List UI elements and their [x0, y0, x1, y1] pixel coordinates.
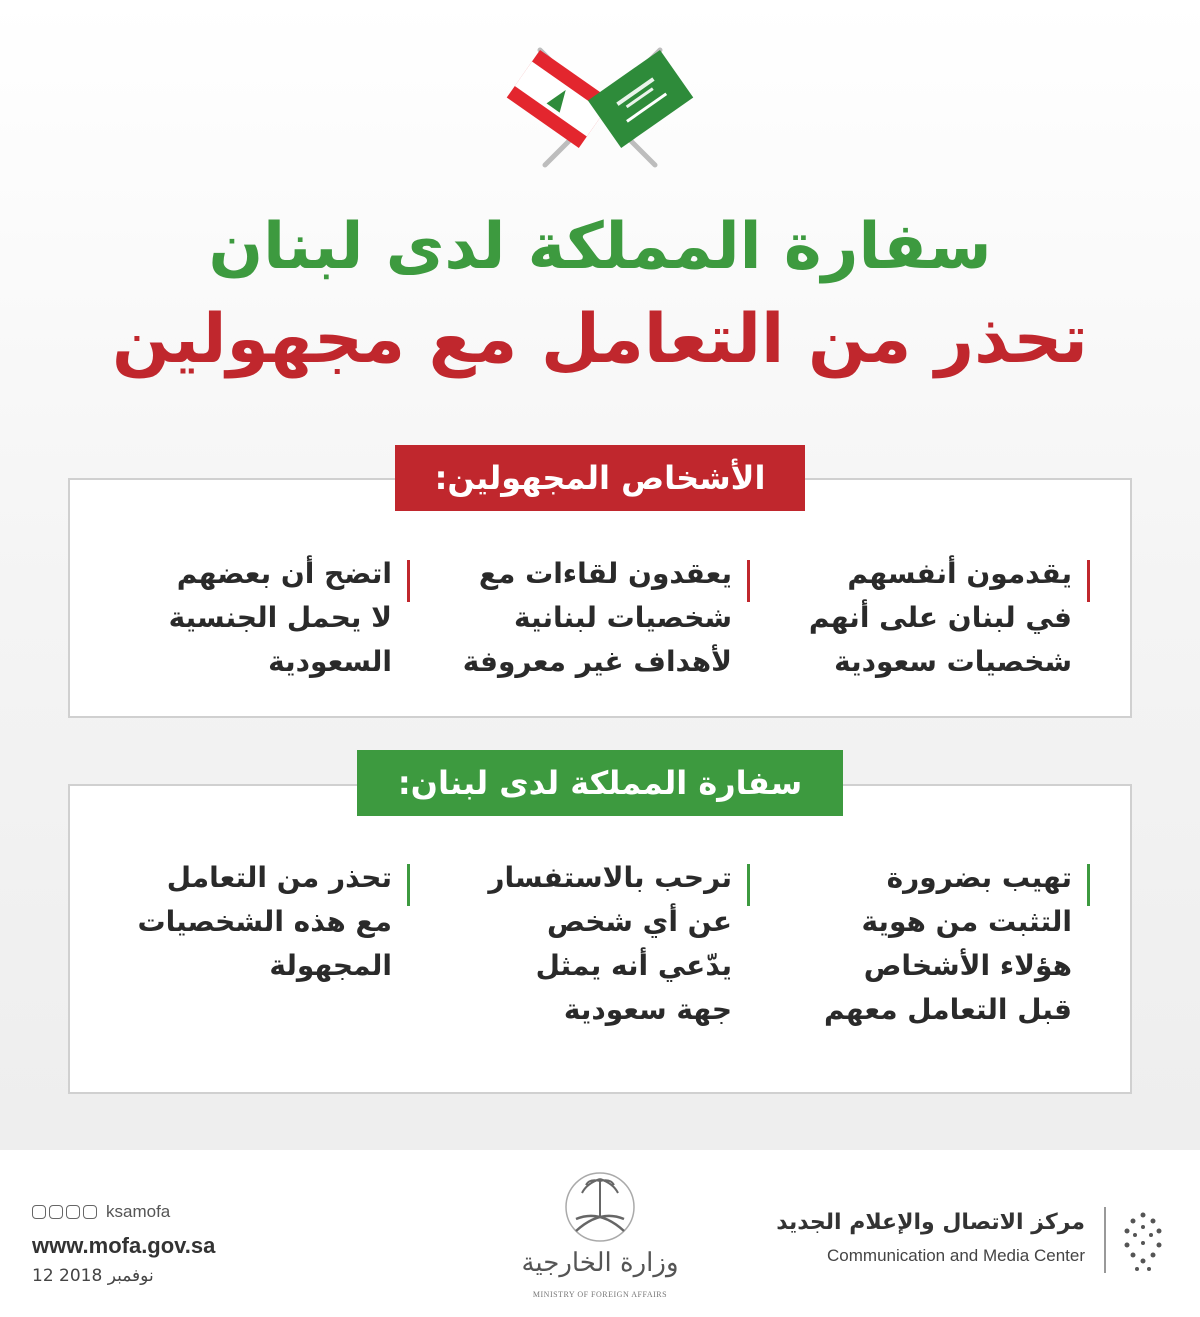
- youtube-icon[interactable]: [66, 1205, 80, 1219]
- publish-date: 12 نوفمبر 2018: [32, 1266, 154, 1286]
- unknown-item-2: يعقدون لقاءات مع شخصيات لبنانية لأهداف غير معروفة: [440, 552, 750, 684]
- unknown-item-3: اتضح أن بعضهم لا يحمل الجنسية السعودية: [110, 552, 410, 684]
- title-line-2: تحذر من التعامل مع مجهولين: [112, 300, 1088, 379]
- embassy-item-3: تحذر من التعامل مع هذه الشخصيات المجهولة: [100, 856, 410, 988]
- ministry-arabic-name: وزارة الخارجية: [521, 1248, 679, 1278]
- cmc-arabic-name: مركز الاتصال والإعلام الجديد: [776, 1210, 1085, 1235]
- embassy-item-2: ترحب بالاستفسار عن أي شخص يدّعي أنه يمثل جهة سعودية: [450, 856, 750, 1032]
- social-handle[interactable]: ksamofa: [106, 1202, 171, 1221]
- website-link[interactable]: www.mofa.gov.sa: [32, 1233, 216, 1258]
- embassy-item-1: تهيب بضرورة التثبت من هوية هؤلاء الأشخاص قبل التعامل معهم: [790, 856, 1090, 1032]
- accent-bar: [1087, 864, 1090, 906]
- title-line-1: سفارة المملكة لدى لبنان: [208, 210, 992, 284]
- twitter-icon[interactable]: [32, 1205, 46, 1219]
- accent-bar: [407, 560, 410, 602]
- cmc-english-name: Communication and Media Center: [827, 1246, 1085, 1265]
- embassy-heading: سفارة المملكة لدى لبنان:: [357, 750, 843, 816]
- crossed-flags: [480, 40, 720, 180]
- accent-bar: [407, 864, 410, 906]
- accent-bar: [747, 864, 750, 906]
- mofa-emblem-icon: [548, 1165, 652, 1245]
- social-links: [32, 1202, 170, 1222]
- unknown-persons-heading: الأشخاص المجهولين:: [395, 445, 805, 511]
- saudi-flag-icon: [588, 50, 693, 148]
- ministry-english-name: MINISTRY OF FOREIGN AFFAIRS: [532, 1290, 668, 1299]
- snapchat-icon[interactable]: [83, 1205, 97, 1219]
- unknown-item-1: يقدمون أنفسهم في لبنان على أنهم شخصيات سعودية: [790, 552, 1090, 684]
- accent-bar: [1087, 560, 1090, 602]
- cmc-logo-icon: [1117, 1205, 1169, 1277]
- accent-bar: [747, 560, 750, 602]
- facebook-icon[interactable]: [49, 1205, 63, 1219]
- footer-divider: [1104, 1207, 1106, 1273]
